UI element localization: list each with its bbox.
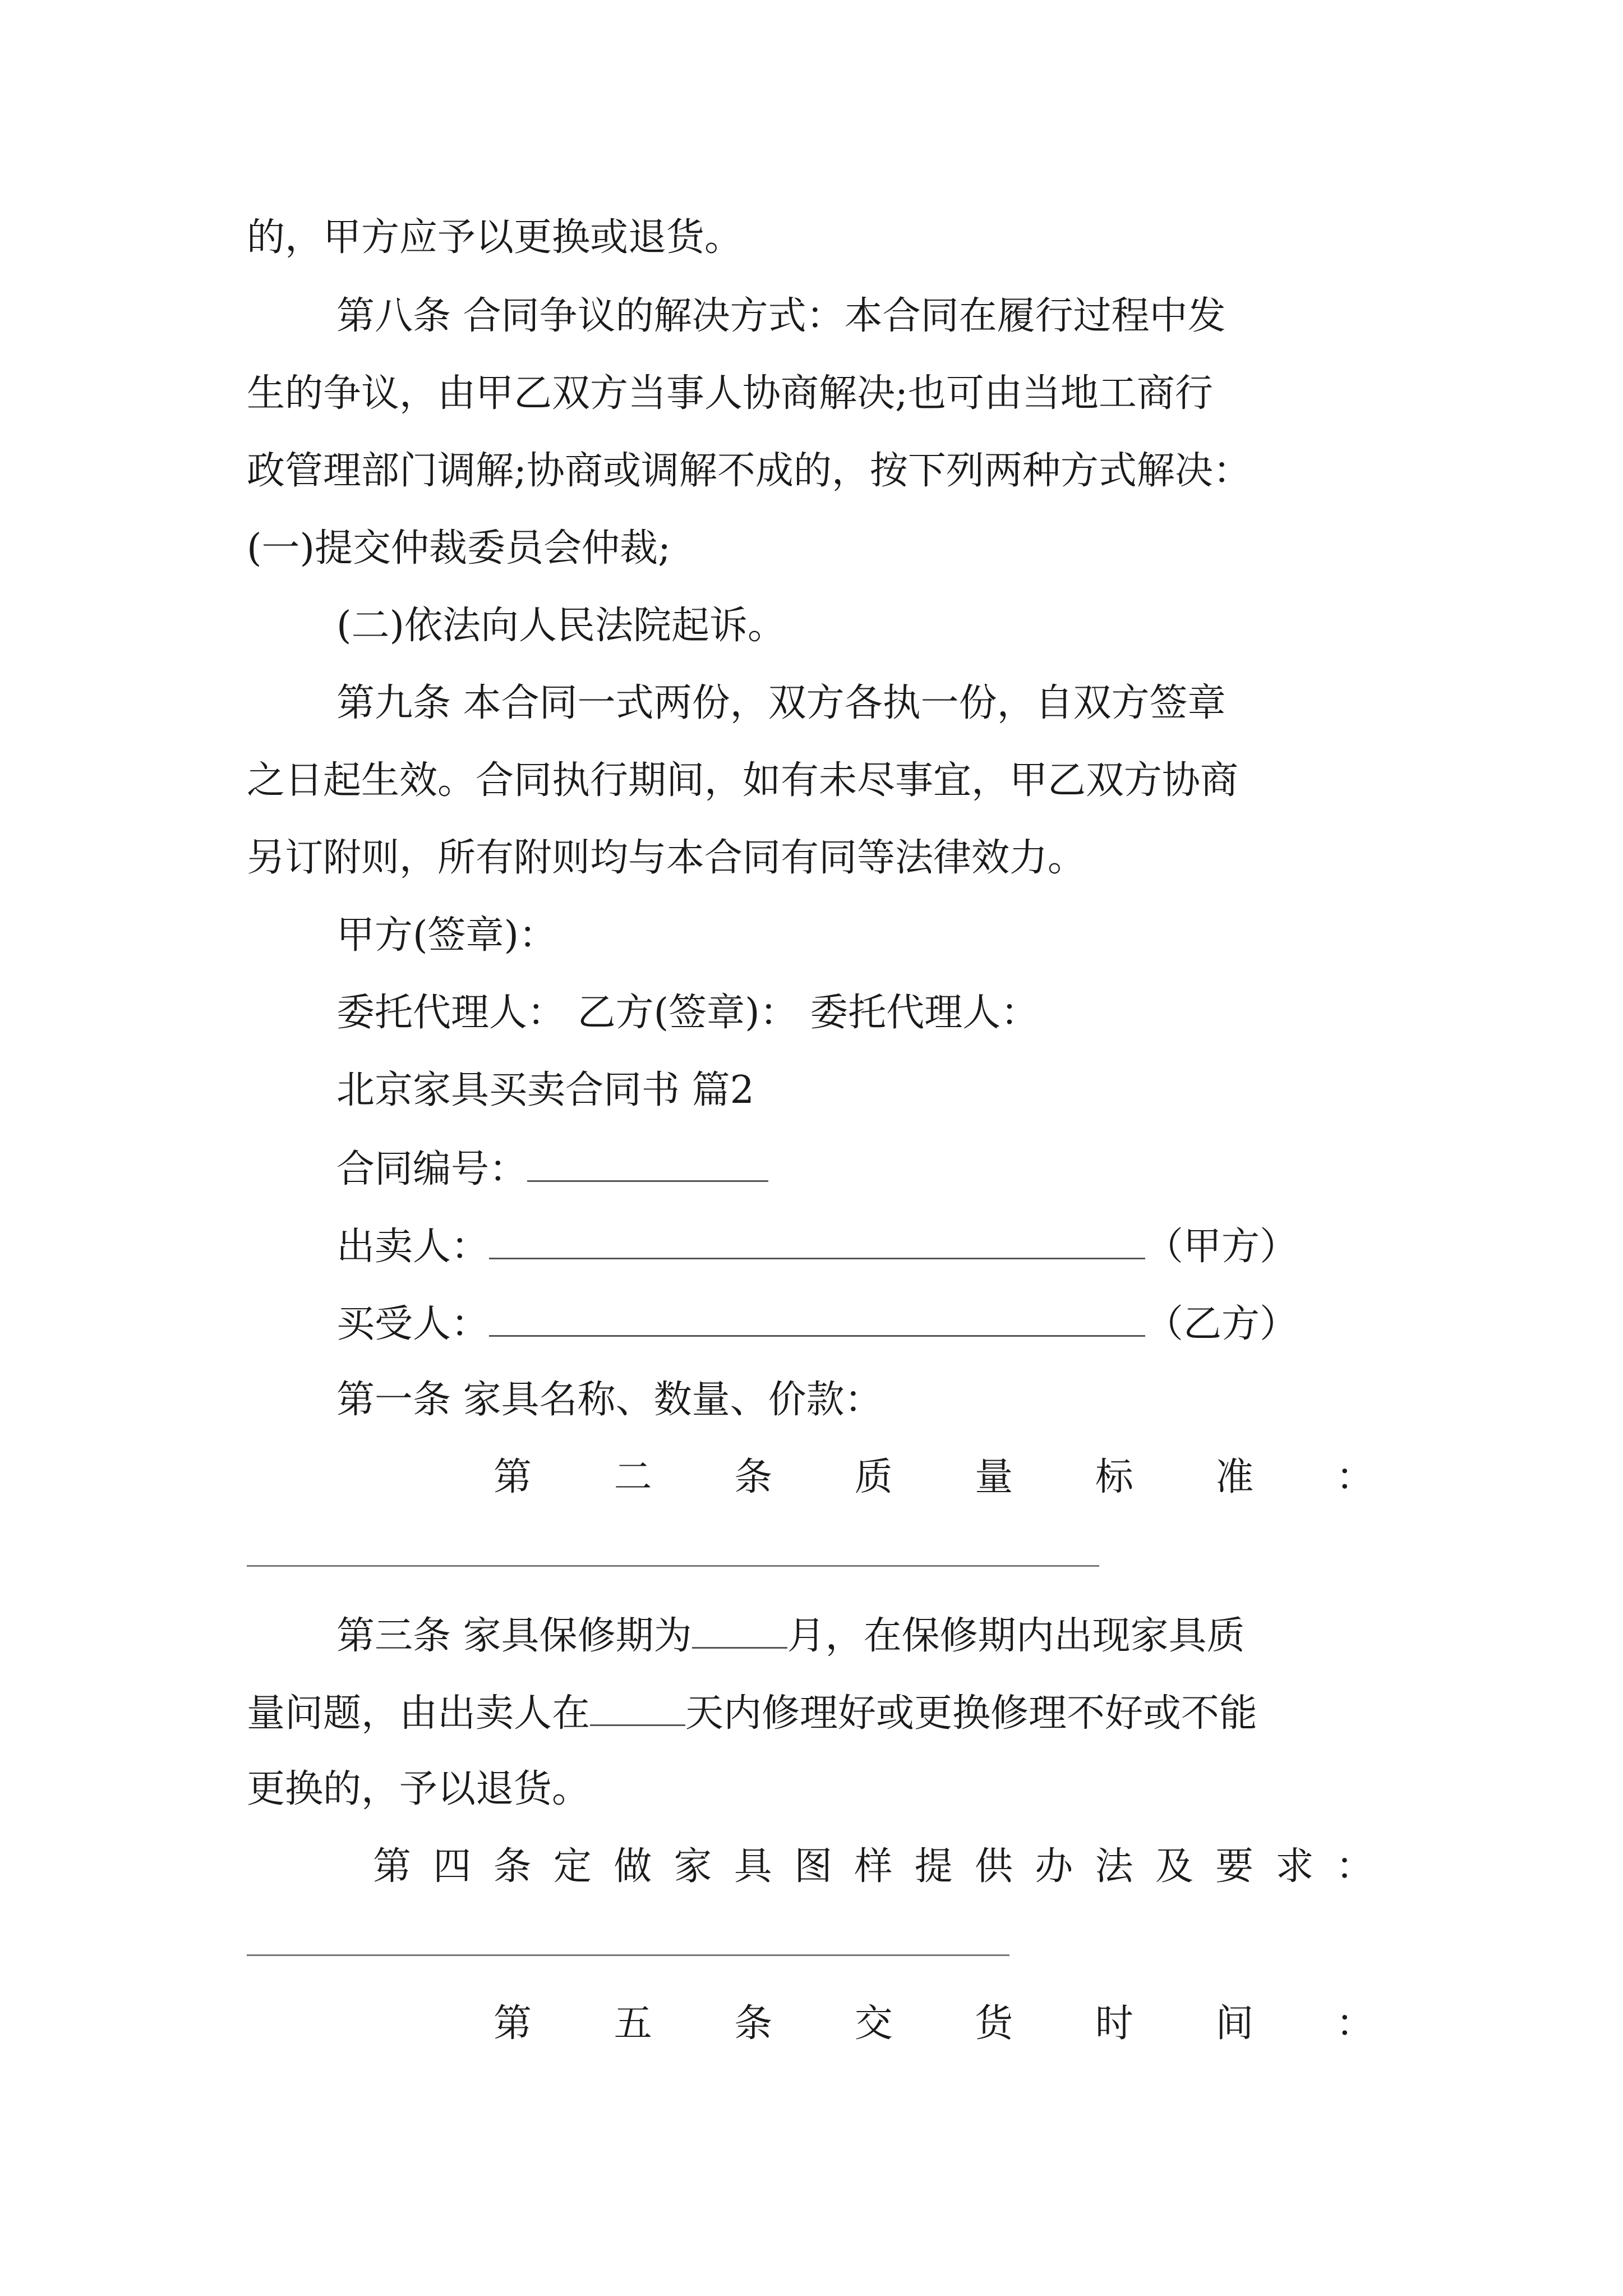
article-3-line-1 — [336, 1614, 1245, 1658]
heading-char: 标 — [1095, 1455, 1133, 1499]
heading-char: 条 — [734, 2001, 773, 2046]
heading-char: 准 — [1215, 1455, 1254, 1499]
text-line: 另订附则，所有附则均与本合同有同等法律效力。 — [247, 836, 1086, 880]
heading-char: 时 — [1095, 2001, 1133, 2046]
text-line: (一)提交仲裁委员会仲裁; — [247, 526, 671, 570]
heading-char: 质 — [854, 1455, 893, 1499]
article-5-heading — [494, 2001, 1374, 2046]
heading-char: 五 — [614, 2001, 652, 2046]
heading-char: 条 — [734, 1455, 773, 1499]
contract-number-line — [336, 1149, 768, 1189]
text-line: 生的争议，由甲乙双方当事人协商解决;也可由当地工商行 — [247, 371, 1213, 416]
heading-char: 四 — [433, 1844, 472, 1889]
contract-number-blank — [527, 1149, 768, 1182]
heading-char: 求 — [1275, 1844, 1314, 1889]
article-8-heading: 第八条 合同争议的解决方式：本合同在履行过程中发 — [336, 294, 1226, 338]
heading-char: 间 — [1215, 2001, 1254, 2046]
heading-char: 及 — [1155, 1844, 1193, 1889]
heading-char: ： — [1335, 1455, 1374, 1499]
buyer-line — [336, 1302, 1298, 1346]
article-2-heading — [494, 1455, 1374, 1499]
article-4-blank-line — [247, 1954, 1009, 1956]
heading-char: 办 — [1035, 1844, 1073, 1889]
article-1: 第一条 家具名称、数量、价款： — [336, 1378, 883, 1422]
heading-char: 要 — [1215, 1844, 1254, 1889]
heading-char: 样 — [854, 1844, 893, 1889]
party-a-signature-label: 甲方(签章)： — [336, 913, 557, 958]
article-3-text: 天内修理好或更换修理不好或不能 — [685, 1691, 1258, 1736]
buyer-blank — [489, 1304, 1145, 1337]
text-line: (二)依法向人民法院起诉。 — [336, 604, 786, 648]
heading-char: 第 — [494, 1455, 532, 1499]
text-line: 政管理部门调解;协商或调解不成的，按下列两种方式解决： — [247, 449, 1251, 493]
heading-char: 供 — [974, 1844, 1013, 1889]
article-3-text: 量问题，由出卖人在 — [247, 1691, 591, 1736]
text-line: 之日起生效。合同执行期间，如有未尽事宜，甲乙双方协商 — [247, 758, 1239, 803]
heading-char: ： — [1335, 2001, 1374, 2046]
heading-char: 提 — [914, 1844, 953, 1889]
heading-char: 货 — [975, 2001, 1013, 2046]
heading-char: 条 — [493, 1844, 532, 1889]
heading-char: 二 — [614, 1455, 652, 1499]
repair-days-blank — [590, 1693, 685, 1726]
article-4-heading — [373, 1844, 1374, 1889]
buyer-label: 买受人： — [336, 1302, 490, 1346]
heading-char: 家 — [674, 1844, 712, 1889]
document-title: 北京家具买卖合同书 篇2 — [336, 1068, 754, 1112]
article-2-blank-line — [247, 1565, 1099, 1567]
heading-char: 做 — [614, 1844, 652, 1889]
text-line: 的，甲方应予以更换或退货。 — [247, 215, 743, 260]
heading-char: 交 — [854, 2001, 893, 2046]
article-3-text: 第三条 家具保修期为 — [336, 1614, 692, 1658]
article-9-heading: 第九条 本合同一式两份，双方各执一份，自双方签章 — [336, 681, 1226, 725]
heading-char: 具 — [734, 1844, 772, 1889]
heading-char: 定 — [553, 1844, 592, 1889]
seller-label: 出卖人： — [336, 1225, 490, 1269]
article-3-line-3: 更换的，予以退货。 — [247, 1767, 591, 1811]
warranty-months-blank — [692, 1616, 787, 1649]
contract-number-label: 合同编号： — [336, 1147, 528, 1191]
heading-char: 量 — [975, 1455, 1013, 1499]
heading-char: ： — [1335, 1844, 1374, 1889]
heading-char: 法 — [1095, 1844, 1133, 1889]
seller-line — [336, 1225, 1298, 1269]
heading-char: 第 — [494, 2001, 532, 2046]
seller-suffix: （甲方） — [1145, 1225, 1298, 1269]
heading-char: 第 — [373, 1844, 412, 1889]
seller-blank — [489, 1226, 1145, 1259]
buyer-suffix: （乙方） — [1145, 1302, 1298, 1346]
article-3-text: 月，在保修期内出现家具质 — [787, 1614, 1245, 1658]
agent-signature-line: 委托代理人： 乙方(签章)： 委托代理人： — [336, 991, 1039, 1035]
article-3-line-2 — [247, 1691, 1258, 1736]
heading-char: 图 — [794, 1844, 833, 1889]
